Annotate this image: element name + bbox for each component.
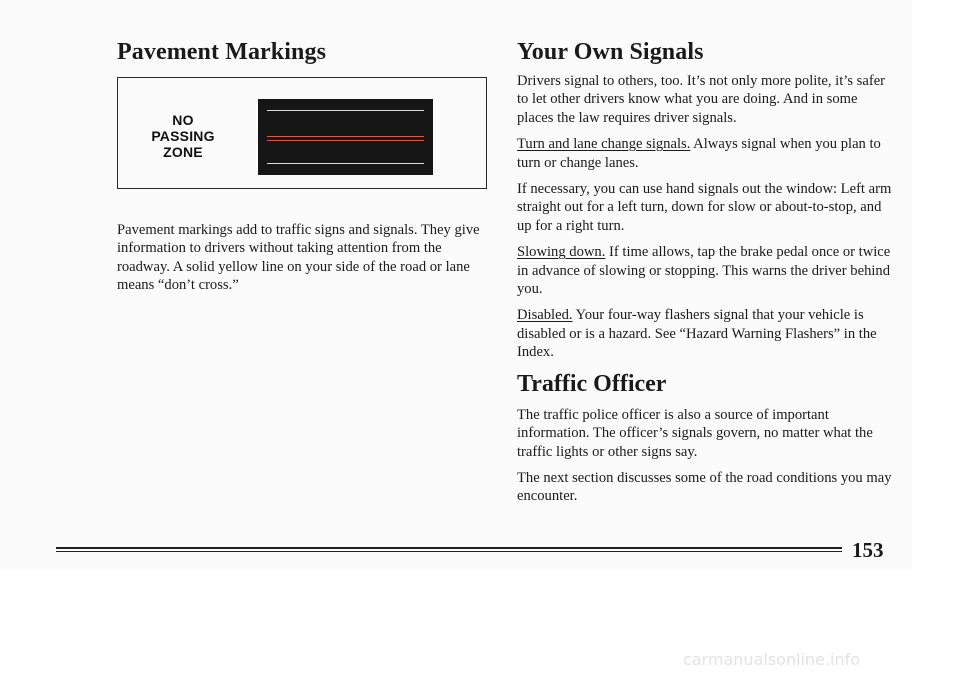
footer-rule-thin: [56, 551, 842, 552]
slowing-down-label: Slowing down.: [517, 244, 606, 261]
traffic-officer-heading: Traffic Officer: [517, 370, 667, 397]
sign-line-no: NO: [172, 112, 194, 128]
sign-line-passing: PASSING: [151, 128, 215, 144]
pavement-markings-paragraph: Pavement markings add to traffic signs and signals. They give information to drivers without taking attention from the roadway. A solid yellow line on your side of the road or lane means “don’t cross.”: [117, 222, 480, 294]
disabled-text: Your four-way flashers signal that your vehicle is disabled or is a hazard. See “Hazard Warning Flashers” in the Index.: [517, 307, 877, 361]
disabled-label: Disabled.: [517, 307, 573, 324]
right-column: [517, 38, 892, 505]
signals-intro-paragraph: Drivers signal to others, too. It’s not only more polite, it’s safer to let other drivers know what you are doing. And in some places the law requires driver signals.: [517, 73, 886, 126]
hand-signals-paragraph: If necessary, you can use hand signals out the window: Left arm straight out for a left turn, down for slow or about-to-stop, and up for a right turn.: [517, 181, 892, 234]
road-edge-line-bottom: [267, 163, 424, 164]
slowing-down-text: If time allows, tap the brake pedal once or twice in advance of slowing or stopping. This warns the driver behind you.: [517, 244, 891, 298]
traffic-officer-paragraph: The traffic police officer is also a source of important information. The officer’s signals govern, no matter what the traffic lights or other signs say.: [517, 406, 873, 460]
disabled-paragraph: [517, 306, 892, 361]
watermark: carmanualsonline.info: [683, 650, 861, 669]
pavement-markings-heading: Pavement Markings: [117, 39, 327, 65]
road-diagram: [258, 99, 433, 175]
right-column-body: [517, 72, 892, 514]
turn-signals-text: Always signal when you plan to turn or change lanes.: [517, 136, 881, 171]
center-line-solid-second: [267, 140, 424, 141]
road-edge-line-top: [267, 110, 424, 111]
footer-rule: [56, 547, 842, 549]
center-line-solid: [267, 136, 424, 137]
slowing-down-paragraph: [517, 243, 892, 298]
turn-signals-paragraph: [517, 135, 892, 172]
no-passing-zone-sign: [118, 112, 248, 160]
left-column: [117, 38, 492, 294]
turn-signals-label: Turn and lane change signals.: [517, 136, 691, 153]
sign-line-zone: ZONE: [163, 144, 203, 160]
next-section-paragraph: The next section discusses some of the road conditions you may encounter.: [517, 469, 892, 505]
no-passing-illustration: [117, 77, 487, 189]
your-own-signals-heading: Your Own Signals: [517, 39, 704, 65]
page-number: 153: [852, 538, 884, 562]
